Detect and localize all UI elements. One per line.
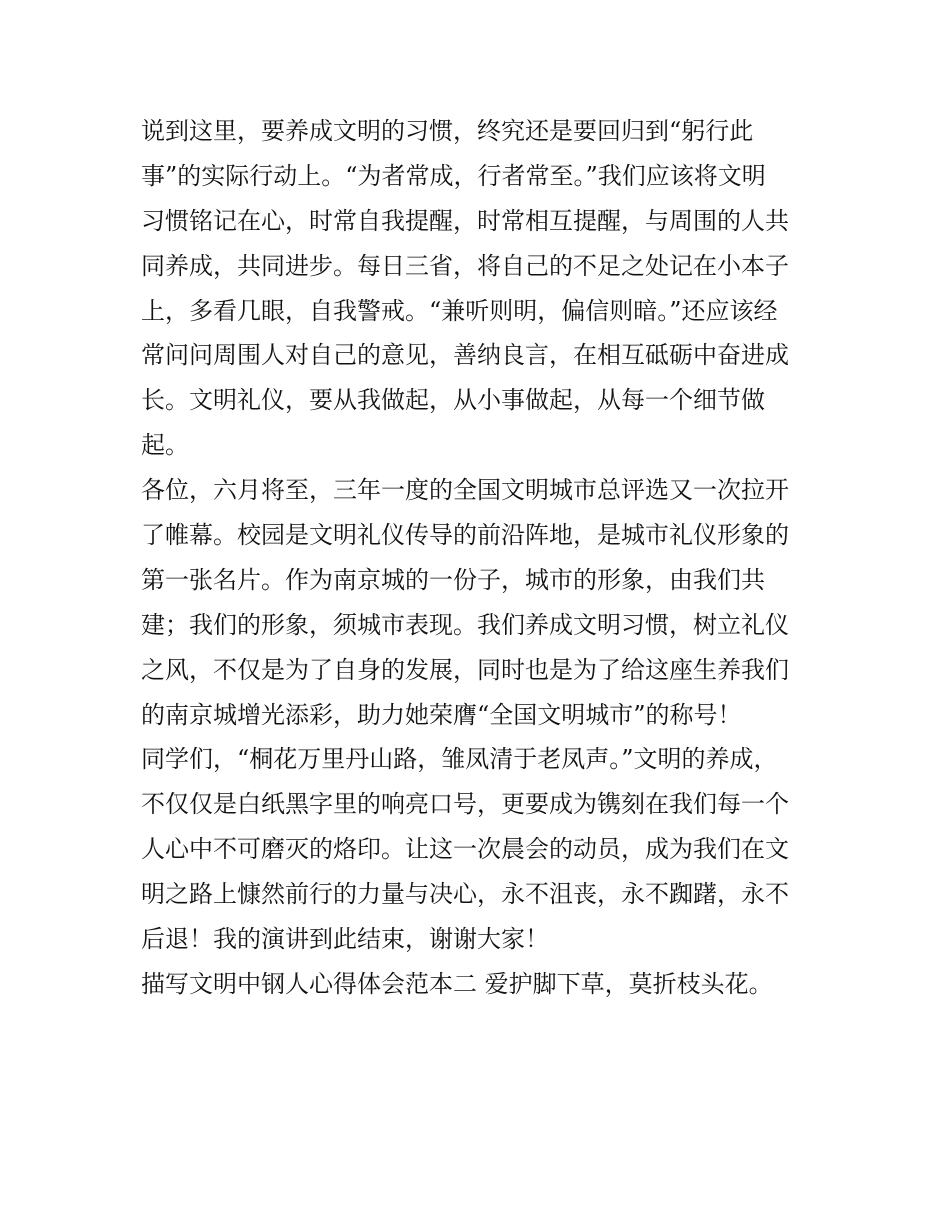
text-line: 了帷幕。校园是文明礼仪传导的前沿阵地，是城市礼仪形象的 [141, 521, 789, 550]
text-line: 后退！我的演讲到此结束，谢谢大家！ [141, 925, 549, 954]
text-line: 建；我们的形象，须城市表现。我们养成文明习惯，树立礼仪 [141, 610, 789, 639]
text-line: 事”的实际行动上。“为者常成，行者常至。”我们应该将文明 [141, 161, 766, 190]
text-line: 之风，不仅是为了自身的发展，同时也是为了给这座生养我们 [141, 655, 789, 684]
text-line: 同养成，共同进步。每日三省，将自己的不足之处记在小本子 [141, 251, 789, 280]
text-line: 上，多看几眼，自我警戒。“兼听则明，偏信则暗。”还应该经 [141, 296, 778, 325]
text-line: 的南京城增光添彩，助力她荣膺“全国文明城市”的称号！ [141, 700, 742, 729]
text-line: 描写文明中钢人心得体会范本二 爱护脚下草，莫折枝头花。 [141, 969, 773, 998]
document-body-text [141, 109, 821, 1007]
text-line: 第一张名片。作为南京城的一份子，城市的形象，由我们共 [141, 565, 765, 594]
text-line: 说到这里，要养成文明的习惯，终究还是要回归到“躬行此 [141, 117, 754, 145]
text-line: 明之路上慷然前行的力量与决心，永不沮丧，永不踟躇，永不 [141, 880, 789, 909]
text-line: 不仅仅是白纸黑字里的响亮口号，更要成为镌刻在我们每一个 [141, 790, 789, 819]
text-line: 各位，六月将至，三年一度的全国文明城市总评选又一次拉开 [141, 476, 789, 505]
text-line: 常问问周围人对自己的意见，善纳良言，在相互砥砺中奋进成 [141, 341, 789, 370]
text-line: 习惯铭记在心，时常自我提醒，时常相互提醒，与周围的人共 [141, 206, 789, 235]
text-line: 长。文明礼仪，要从我做起，从小事做起，从每一个细节做 [141, 386, 765, 415]
text-line: 起。 [141, 431, 189, 460]
text-line: 同学们，“桐花万里丹山路，雏凤清于老凤声。”文明的养成， [141, 745, 778, 774]
text-line: 人心中不可磨灭的烙印。让这一次晨会的动员，成为我们在文 [141, 835, 789, 864]
